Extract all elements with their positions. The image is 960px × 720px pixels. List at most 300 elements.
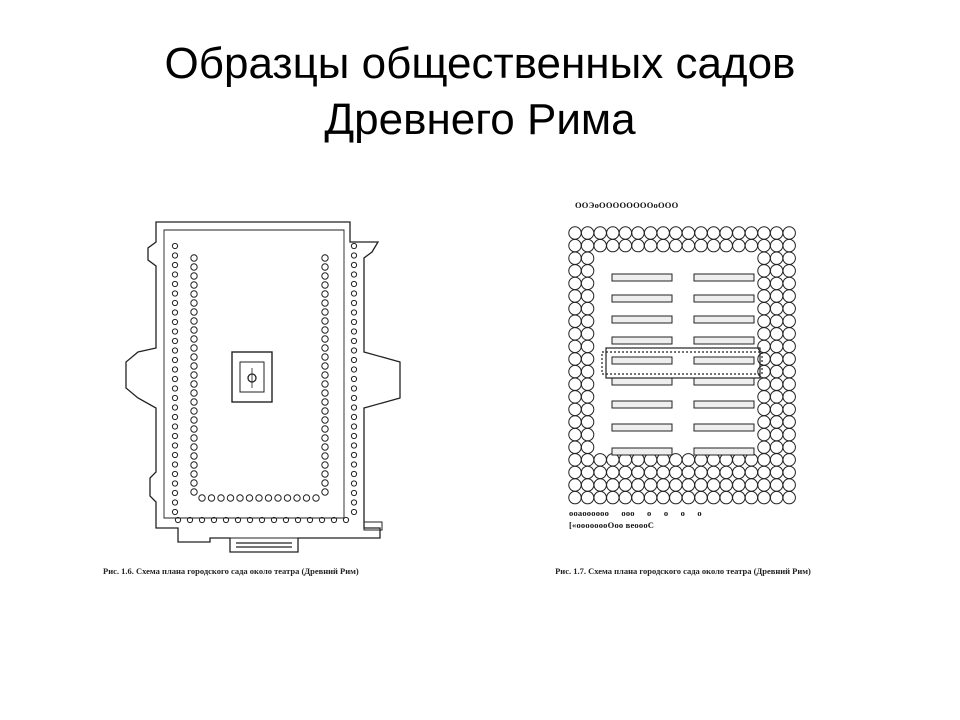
parterre-bed bbox=[694, 424, 754, 431]
tree-mark bbox=[770, 302, 782, 314]
tree-mark bbox=[172, 272, 177, 277]
tree-mark bbox=[770, 441, 782, 453]
tree-mark bbox=[581, 403, 593, 415]
tree-mark bbox=[284, 495, 290, 501]
tree-mark bbox=[191, 417, 197, 423]
tree-mark bbox=[172, 281, 177, 286]
tree-mark bbox=[191, 408, 197, 414]
tree-mark bbox=[770, 466, 782, 478]
tree-mark bbox=[172, 319, 177, 324]
tree-mark bbox=[172, 262, 177, 267]
tree-mark bbox=[569, 378, 581, 390]
tree-mark bbox=[265, 495, 271, 501]
tree-mark bbox=[594, 239, 606, 251]
tree-mark bbox=[191, 336, 197, 342]
tree-mark bbox=[581, 239, 593, 251]
tree-mark bbox=[581, 378, 593, 390]
tree-mark bbox=[733, 491, 745, 503]
tree-mark bbox=[607, 491, 619, 503]
tree-mark bbox=[351, 386, 356, 391]
tree-mark bbox=[758, 239, 770, 251]
tree-mark bbox=[619, 466, 631, 478]
tree-mark bbox=[758, 441, 770, 453]
tree-mark bbox=[569, 252, 581, 264]
tree-mark bbox=[218, 495, 224, 501]
tree-mark bbox=[783, 466, 795, 478]
tree-mark bbox=[351, 281, 356, 286]
tree-mark bbox=[581, 365, 593, 377]
tree-mark bbox=[322, 264, 328, 270]
tree-mark bbox=[191, 291, 197, 297]
tree-mark bbox=[707, 491, 719, 503]
tree-mark bbox=[720, 491, 732, 503]
tree-mark bbox=[581, 290, 593, 302]
tree-mark bbox=[644, 227, 656, 239]
tree-mark bbox=[569, 239, 581, 251]
tree-mark bbox=[191, 489, 197, 495]
tree-mark bbox=[322, 327, 328, 333]
tree-mark bbox=[733, 479, 745, 491]
tree-mark bbox=[313, 495, 319, 501]
tree-mark bbox=[783, 277, 795, 289]
tree-mark bbox=[322, 291, 328, 297]
tree-mark bbox=[172, 376, 177, 381]
tree-mark bbox=[682, 239, 694, 251]
tree-mark bbox=[594, 491, 606, 503]
tree-mark bbox=[351, 414, 356, 419]
tree-mark bbox=[783, 265, 795, 277]
tree-mark bbox=[581, 391, 593, 403]
tree-mark bbox=[720, 239, 732, 251]
tree-mark bbox=[351, 348, 356, 353]
tree-mark bbox=[632, 479, 644, 491]
tree-mark bbox=[632, 491, 644, 503]
tree-mark bbox=[657, 491, 669, 503]
tree-mark bbox=[770, 277, 782, 289]
tree-mark bbox=[770, 315, 782, 327]
tree-mark bbox=[351, 329, 356, 334]
tree-mark bbox=[191, 255, 197, 261]
tree-mark bbox=[351, 433, 356, 438]
figure-1-caption: Рис. 1.6. Схема плана городского сада около театра (Древний Рим) bbox=[103, 566, 359, 576]
parterre-bed bbox=[612, 378, 672, 385]
tree-mark bbox=[695, 227, 707, 239]
tree-mark bbox=[322, 345, 328, 351]
tree-mark bbox=[569, 391, 581, 403]
tree-mark bbox=[294, 495, 300, 501]
tree-mark bbox=[172, 348, 177, 353]
tree-mark bbox=[569, 365, 581, 377]
tree-mark bbox=[569, 277, 581, 289]
tree-mark bbox=[758, 416, 770, 428]
tree-mark bbox=[670, 227, 682, 239]
tree-mark bbox=[199, 495, 205, 501]
tree-mark bbox=[569, 227, 581, 239]
tree-mark bbox=[758, 328, 770, 340]
tree-mark bbox=[172, 452, 177, 457]
tree-mark bbox=[191, 273, 197, 279]
tree-mark bbox=[172, 509, 177, 514]
tree-mark bbox=[644, 479, 656, 491]
tree-mark bbox=[783, 416, 795, 428]
tree-mark bbox=[770, 416, 782, 428]
parterre-bed bbox=[612, 401, 672, 408]
title-line-1: Образцы общественных садов bbox=[164, 39, 796, 88]
tree-mark bbox=[581, 302, 593, 314]
tree-mark bbox=[569, 466, 581, 478]
tree-mark bbox=[581, 252, 593, 264]
tree-mark bbox=[191, 300, 197, 306]
tree-mark bbox=[191, 471, 197, 477]
tree-mark bbox=[172, 357, 177, 362]
tree-mark bbox=[191, 453, 197, 459]
tree-mark bbox=[783, 428, 795, 440]
tree-mark bbox=[172, 490, 177, 495]
tree-mark bbox=[783, 479, 795, 491]
slide-title bbox=[0, 36, 960, 148]
tree-mark bbox=[758, 265, 770, 277]
tree-mark bbox=[322, 309, 328, 315]
tree-mark bbox=[758, 252, 770, 264]
plan-1-outline bbox=[126, 222, 400, 552]
tree-mark bbox=[351, 462, 356, 467]
tree-mark bbox=[581, 277, 593, 289]
tree-mark bbox=[343, 517, 348, 522]
tree-mark bbox=[191, 480, 197, 486]
tree-mark bbox=[783, 391, 795, 403]
tree-mark bbox=[783, 239, 795, 251]
tree-mark bbox=[351, 310, 356, 315]
parterre-bed bbox=[612, 448, 672, 455]
tree-mark bbox=[172, 310, 177, 315]
garden-plan-2-drawing bbox=[556, 196, 806, 542]
tree-mark bbox=[351, 481, 356, 486]
tree-mark bbox=[745, 239, 757, 251]
tree-mark bbox=[322, 336, 328, 342]
tree-mark bbox=[581, 328, 593, 340]
tree-mark bbox=[172, 481, 177, 486]
tree-mark bbox=[172, 253, 177, 258]
tree-mark bbox=[322, 363, 328, 369]
tree-mark bbox=[758, 290, 770, 302]
tree-mark bbox=[237, 495, 243, 501]
tree-mark bbox=[351, 509, 356, 514]
tree-mark bbox=[758, 491, 770, 503]
tree-mark bbox=[322, 318, 328, 324]
tree-mark bbox=[172, 329, 177, 334]
tree-mark bbox=[191, 399, 197, 405]
tree-mark bbox=[351, 443, 356, 448]
tree-mark bbox=[275, 495, 281, 501]
tree-mark bbox=[770, 365, 782, 377]
tree-mark bbox=[783, 227, 795, 239]
tree-mark bbox=[707, 239, 719, 251]
plan-2-top-row-text: OOЭoOOOOOOOOoOOO bbox=[575, 200, 679, 210]
tree-mark bbox=[322, 255, 328, 261]
tree-mark bbox=[172, 338, 177, 343]
tree-mark bbox=[351, 253, 356, 258]
tree-mark bbox=[783, 353, 795, 365]
tree-mark bbox=[569, 328, 581, 340]
tree-mark bbox=[351, 367, 356, 372]
tree-mark bbox=[707, 227, 719, 239]
tree-mark bbox=[581, 265, 593, 277]
tree-mark bbox=[351, 500, 356, 505]
tree-mark bbox=[581, 353, 593, 365]
parterre-bed bbox=[694, 316, 754, 323]
tree-mark bbox=[191, 462, 197, 468]
tree-mark bbox=[682, 491, 694, 503]
tree-mark bbox=[607, 466, 619, 478]
tree-mark bbox=[670, 239, 682, 251]
tree-mark bbox=[322, 471, 328, 477]
tree-mark bbox=[619, 491, 631, 503]
tree-mark bbox=[569, 340, 581, 352]
garden-plan-1-drawing bbox=[118, 212, 418, 558]
tree-mark bbox=[758, 302, 770, 314]
tree-mark bbox=[783, 378, 795, 390]
tree-mark bbox=[569, 302, 581, 314]
tree-mark bbox=[322, 426, 328, 432]
tree-mark bbox=[322, 435, 328, 441]
tree-mark bbox=[191, 444, 197, 450]
tree-mark bbox=[191, 381, 197, 387]
parterre-bed bbox=[694, 274, 754, 281]
tree-mark bbox=[569, 353, 581, 365]
tree-mark bbox=[783, 328, 795, 340]
tree-mark bbox=[351, 272, 356, 277]
tree-mark bbox=[745, 479, 757, 491]
plan-2-parterre-beds bbox=[612, 274, 754, 455]
plan-2-bottom-row-text-1: ooaoooooo ooo o o o o bbox=[569, 508, 702, 518]
tree-mark bbox=[644, 491, 656, 503]
tree-mark bbox=[581, 491, 593, 503]
tree-mark bbox=[191, 363, 197, 369]
tree-mark bbox=[256, 495, 262, 501]
tree-mark bbox=[569, 416, 581, 428]
tree-mark bbox=[758, 315, 770, 327]
tree-mark bbox=[758, 403, 770, 415]
tree-mark bbox=[783, 340, 795, 352]
tree-mark bbox=[770, 353, 782, 365]
tree-mark bbox=[172, 443, 177, 448]
tree-mark bbox=[322, 381, 328, 387]
tree-mark bbox=[594, 454, 606, 466]
tree-mark bbox=[208, 495, 214, 501]
tree-mark bbox=[172, 424, 177, 429]
tree-mark bbox=[351, 243, 356, 248]
tree-mark bbox=[657, 239, 669, 251]
tree-mark bbox=[670, 491, 682, 503]
garden-plan-figure-1 bbox=[118, 212, 418, 558]
tree-mark bbox=[783, 315, 795, 327]
tree-mark bbox=[657, 479, 669, 491]
tree-mark bbox=[172, 367, 177, 372]
tree-mark bbox=[351, 395, 356, 400]
tree-mark bbox=[569, 479, 581, 491]
tree-mark bbox=[758, 454, 770, 466]
tree-mark bbox=[770, 328, 782, 340]
tree-mark bbox=[172, 300, 177, 305]
tree-mark bbox=[191, 435, 197, 441]
tree-mark bbox=[657, 227, 669, 239]
tree-mark bbox=[351, 376, 356, 381]
tree-mark bbox=[770, 403, 782, 415]
tree-mark bbox=[682, 454, 694, 466]
tree-mark bbox=[657, 466, 669, 478]
tree-mark bbox=[581, 340, 593, 352]
tree-mark bbox=[770, 491, 782, 503]
tree-mark bbox=[581, 428, 593, 440]
tree-mark bbox=[569, 265, 581, 277]
tree-mark bbox=[745, 466, 757, 478]
tree-mark bbox=[322, 390, 328, 396]
tree-mark bbox=[733, 466, 745, 478]
tree-mark bbox=[172, 462, 177, 467]
tree-mark bbox=[227, 495, 233, 501]
tree-mark bbox=[581, 416, 593, 428]
tree-mark bbox=[720, 227, 732, 239]
garden-plan-figure-2 bbox=[556, 196, 806, 542]
tree-mark bbox=[191, 390, 197, 396]
tree-mark bbox=[191, 345, 197, 351]
title-line-2: Древнего Рима bbox=[324, 95, 636, 144]
tree-mark bbox=[569, 491, 581, 503]
tree-mark bbox=[351, 319, 356, 324]
tree-mark bbox=[172, 395, 177, 400]
tree-mark bbox=[351, 300, 356, 305]
tree-mark bbox=[322, 480, 328, 486]
tree-mark bbox=[246, 495, 252, 501]
tree-mark bbox=[322, 399, 328, 405]
tree-mark bbox=[758, 479, 770, 491]
parterre-bed bbox=[612, 316, 672, 323]
tree-mark bbox=[770, 378, 782, 390]
tree-mark bbox=[783, 403, 795, 415]
tree-mark bbox=[770, 479, 782, 491]
tree-mark bbox=[581, 315, 593, 327]
tree-mark bbox=[758, 277, 770, 289]
tree-mark bbox=[607, 479, 619, 491]
tree-mark bbox=[632, 239, 644, 251]
tree-mark bbox=[172, 500, 177, 505]
tree-mark bbox=[720, 466, 732, 478]
tree-mark bbox=[695, 491, 707, 503]
tree-mark bbox=[351, 357, 356, 362]
tree-mark bbox=[172, 291, 177, 296]
tree-mark bbox=[191, 426, 197, 432]
tree-mark bbox=[191, 354, 197, 360]
tree-mark bbox=[770, 290, 782, 302]
tree-mark bbox=[770, 227, 782, 239]
tree-mark bbox=[569, 290, 581, 302]
tree-mark bbox=[351, 424, 356, 429]
tree-mark bbox=[695, 466, 707, 478]
tree-mark bbox=[682, 227, 694, 239]
tree-mark bbox=[581, 441, 593, 453]
tree-mark bbox=[758, 227, 770, 239]
tree-mark bbox=[644, 466, 656, 478]
tree-mark bbox=[745, 227, 757, 239]
tree-mark bbox=[594, 466, 606, 478]
tree-mark bbox=[351, 471, 356, 476]
parterre-bed bbox=[612, 357, 672, 364]
tree-mark bbox=[594, 479, 606, 491]
tree-mark bbox=[758, 378, 770, 390]
tree-mark bbox=[758, 466, 770, 478]
tree-mark bbox=[770, 428, 782, 440]
tree-mark bbox=[172, 433, 177, 438]
tree-mark bbox=[191, 309, 197, 315]
tree-mark bbox=[581, 466, 593, 478]
tree-mark bbox=[322, 282, 328, 288]
tree-mark bbox=[569, 454, 581, 466]
tree-mark bbox=[172, 471, 177, 476]
tree-mark bbox=[322, 408, 328, 414]
tree-mark bbox=[670, 466, 682, 478]
tree-mark bbox=[745, 491, 757, 503]
parterre-bed bbox=[612, 274, 672, 281]
tree-mark bbox=[619, 479, 631, 491]
tree-mark bbox=[682, 466, 694, 478]
tree-mark bbox=[770, 391, 782, 403]
tree-mark bbox=[322, 462, 328, 468]
parterre-bed bbox=[612, 295, 672, 302]
tree-mark bbox=[783, 290, 795, 302]
tree-mark bbox=[322, 444, 328, 450]
tree-mark bbox=[758, 428, 770, 440]
tree-mark bbox=[172, 243, 177, 248]
tree-mark bbox=[733, 239, 745, 251]
tree-mark bbox=[783, 252, 795, 264]
tree-mark bbox=[303, 495, 309, 501]
tree-mark bbox=[783, 491, 795, 503]
tree-mark bbox=[191, 372, 197, 378]
parterre-bed bbox=[612, 424, 672, 431]
tree-mark bbox=[632, 466, 644, 478]
tree-mark bbox=[632, 227, 644, 239]
tree-mark bbox=[322, 372, 328, 378]
tree-mark bbox=[191, 318, 197, 324]
tree-mark bbox=[733, 227, 745, 239]
tree-mark bbox=[581, 479, 593, 491]
tree-mark bbox=[569, 441, 581, 453]
tree-mark bbox=[351, 490, 356, 495]
tree-mark bbox=[619, 239, 631, 251]
tree-mark bbox=[191, 264, 197, 270]
tree-mark bbox=[172, 405, 177, 410]
tree-mark bbox=[644, 239, 656, 251]
tree-mark bbox=[322, 300, 328, 306]
parterre-bed bbox=[694, 295, 754, 302]
tree-mark bbox=[707, 479, 719, 491]
tree-mark bbox=[770, 239, 782, 251]
parterre-bed bbox=[694, 401, 754, 408]
tree-mark bbox=[695, 479, 707, 491]
tree-mark bbox=[322, 354, 328, 360]
parterre-bed bbox=[612, 337, 672, 344]
tree-mark bbox=[783, 365, 795, 377]
tree-mark bbox=[569, 403, 581, 415]
tree-mark bbox=[720, 479, 732, 491]
parterre-bed bbox=[694, 378, 754, 385]
tree-mark bbox=[191, 327, 197, 333]
tree-mark bbox=[322, 453, 328, 459]
tree-mark bbox=[770, 340, 782, 352]
tree-mark bbox=[770, 454, 782, 466]
plan-2-bottom-row-text-2: [«oooooooOoo вeoooC bbox=[569, 520, 655, 530]
tree-mark bbox=[172, 414, 177, 419]
